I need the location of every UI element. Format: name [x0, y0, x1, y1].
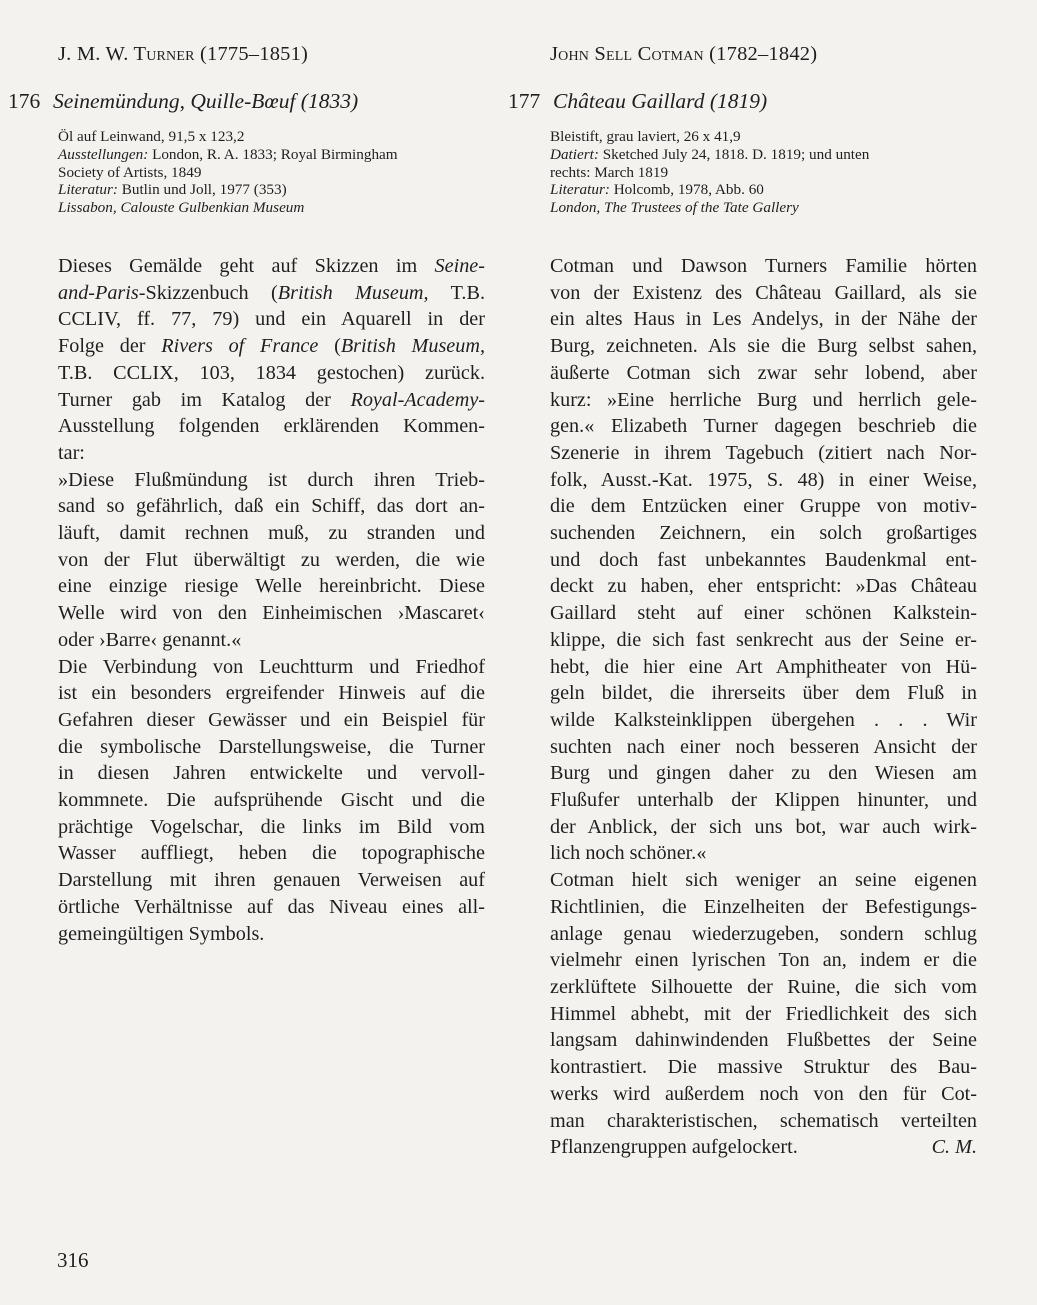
entry-text: [550, 253, 977, 1161]
dated-line-1: Datiert: Sketched July 24, 1818. D. 1819; und unten: [550, 145, 870, 163]
text-line: kurz: »Eine herrliche Burg und herrlich gele-: [550, 388, 977, 411]
text-line: Himmel abhebt, mit der Friedlichkeit des sich: [550, 1002, 977, 1025]
text-line: Folge der Rivers of France (British Museum,: [58, 335, 485, 358]
entry-metadata: [58, 128, 398, 217]
text-line: Die Verbindung von Leuchtturm und Friedhof: [58, 655, 485, 678]
text-line: sand so gefährlich, daß ein Schiff, das dort an-: [58, 495, 485, 518]
text-line: in diesen Jahren entwickelte und vervoll-: [58, 762, 485, 785]
dated-line-2: rechts: March 1819: [550, 163, 669, 181]
catalog-entry-176: [8, 89, 358, 114]
text-line: oder ›Barre‹ genannt.«: [58, 628, 242, 651]
collection-location: London, The Trustees of the Tate Gallery: [550, 199, 799, 217]
text-line: werks wird außerdem noch von den für Cot-: [550, 1082, 977, 1105]
text-line: Cotman hielt sich weniger an seine eigenen: [550, 869, 977, 892]
text-line: kontrastiert. Die massive Struktur des Bau-: [550, 1056, 977, 1079]
text-line: von der Flut überwältigt zu werden, die wie: [58, 548, 485, 571]
text-line: Richtlinien, die Einzelheiten der Befestigungs-: [550, 895, 977, 918]
text-line: Dieses Gemälde geht auf Skizzen im Seine-: [58, 255, 485, 277]
entry-title: Seinemündung, Quille-Bœuf (1833): [53, 89, 359, 113]
exhibitions-line-2: Society of Artists, 1849: [58, 163, 202, 181]
entry-title: Château Gaillard (1819): [553, 89, 768, 113]
text-line: Welle wird von den Einheimischen ›Mascaret‹: [58, 602, 485, 625]
text-line: gen.« Elizabeth Turner dagegen beschrieb die: [550, 415, 977, 438]
text-line: Burg, zeichneten. Als sie die Burg selbst sahen,: [550, 335, 977, 358]
text-line: von der Existenz des Château Gaillard, als sie: [550, 281, 977, 304]
entry-text: [58, 253, 485, 947]
exhibitions-line-1: Ausstellungen: London, R. A. 1833; Royal Birmingham: [58, 145, 398, 163]
text-line: örtliche Verhältnisse auf das Niveau eines all-: [58, 895, 485, 918]
text-line: zerklüftete Silhouette der Ruine, die sich vom: [550, 975, 977, 998]
text-line: langsam dahinwindenden Flußbettes der Seine: [550, 1029, 977, 1052]
text-line: Burg und gingen daher zu den Wiesen am: [550, 762, 977, 785]
text-line: Gaillard steht auf einer schönen Kalkstein-: [550, 602, 977, 625]
medium: Bleistift, grau laviert, 26 x 41,9: [550, 128, 741, 145]
text-line: lich noch schöner.«: [550, 842, 707, 865]
text-line: kommnete. Die aufsprühende Gischt und die: [58, 789, 485, 812]
text-line: Flußufer unterhalb der Klippen hinunter, und: [550, 789, 977, 812]
entry-number: 176: [8, 89, 41, 113]
text-line: Turner gab im Katalog der Royal-Academy-: [58, 388, 485, 411]
text-line: Szenerie in ihrem Tagebuch (zitiert nach Nor-: [550, 441, 977, 464]
text-line: suchten nach einer noch besseren Ansicht der: [550, 735, 977, 758]
text-line: prächtige Vogelschar, die links im Bild vom: [58, 815, 485, 838]
text-line: Ausstellung folgenden erklärenden Kommen-: [58, 415, 485, 438]
text-line: und doch fast unbekanntes Baudenkmal ent-: [550, 548, 977, 571]
text-line: folk, Ausst.-Kat. 1975, S. 48) in einer Weise,: [550, 468, 977, 491]
text-line: läuft, damit rechnen muß, zu stranden und: [58, 522, 485, 545]
author-signature: C. M.: [931, 1136, 977, 1159]
artist-heading-cotman: [550, 43, 817, 66]
artist-name: John Sell Cotman: [550, 43, 704, 65]
text-line: ist ein besonders ergreifender Hinweis auf die: [58, 682, 485, 705]
text-line: Cotman und Dawson Turners Familie hörten: [550, 255, 977, 277]
catalog-entry-177: [508, 89, 767, 114]
text-line: eine einzige riesige Welle hereinbricht. Diese: [58, 575, 485, 598]
text-line: Gefahren dieser Gewässer und ein Beispiel für: [58, 708, 485, 731]
text-line-final: Pflanzengruppen aufgelockert. C. M.: [550, 1134, 977, 1161]
artist-dates: (1775–1851): [199, 43, 309, 65]
text-line: hebt, die hier eine Art Amphitheater von Hü-: [550, 655, 977, 678]
text-line: T.B. CCLIX, 103, 1834 gestochen) zurück.: [58, 361, 485, 384]
text-line: Darstellung mit ihren genauen Verweisen auf: [58, 869, 485, 892]
text-line: vielmehr einen lyrischen Ton an, indem er die: [550, 949, 977, 972]
artist-heading-turner: [58, 43, 308, 66]
text-line: äußerte Cotman sich zwar sehr lobend, aber: [550, 361, 977, 384]
literature: Literatur: Butlin und Joll, 1977 (353): [58, 181, 287, 199]
entry-metadata: [550, 128, 869, 217]
medium: Öl auf Leinwand, 91,5 x 123,2: [58, 128, 245, 145]
text-line: ein altes Haus in Les Andelys, in der Nähe der: [550, 308, 977, 331]
text-line: wilde Kalksteinklippen übergehen . . . Wir: [550, 708, 977, 731]
literature: Literatur: Holcomb, 1978, Abb. 60: [550, 181, 764, 199]
text-line: geln bildet, die ihrerseits über dem Fluß in: [550, 682, 977, 705]
text-line: deckt zu haben, eher entspricht: »Das Château: [550, 575, 977, 598]
text-line: klippe, die sich fast senkrecht aus der Seine er-: [550, 628, 977, 651]
text-line: anlage genau wiederzugeben, sondern schlug: [550, 922, 977, 945]
text-line: CCLIV, ff. 77, 79) und ein Aquarell in der: [58, 308, 485, 331]
text-line: tar:: [58, 441, 85, 464]
text-line: Wasser auffliegt, heben die topographische: [58, 842, 485, 865]
text-line: suchenden Zeichnern, ein solch großartiges: [550, 522, 977, 545]
text-line: man charakteristischen, schematisch verteilten: [550, 1109, 977, 1132]
text-line: die symbolische Darstellungsweise, die Turner: [58, 735, 485, 758]
text-line: der Anblick, der sich uns bot, war auch wirk-: [550, 815, 977, 838]
text-line: »Diese Flußmündung ist durch ihren Trieb-: [58, 468, 485, 491]
entry-number: 177: [508, 89, 541, 113]
text-line: gemeingültigen Symbols.: [58, 922, 265, 945]
artist-dates: (1782–1842): [709, 43, 818, 65]
text-line: and-Paris-Skizzenbuch (British Museum, T.B.: [58, 281, 485, 304]
artist-name: J. M. W. Turner: [58, 43, 195, 65]
collection-location: Lissabon, Calouste Gulbenkian Museum: [58, 199, 305, 217]
text-line: die dem Entzücken einer Gruppe von motiv-: [550, 495, 977, 518]
page-number: 316: [57, 1248, 89, 1272]
